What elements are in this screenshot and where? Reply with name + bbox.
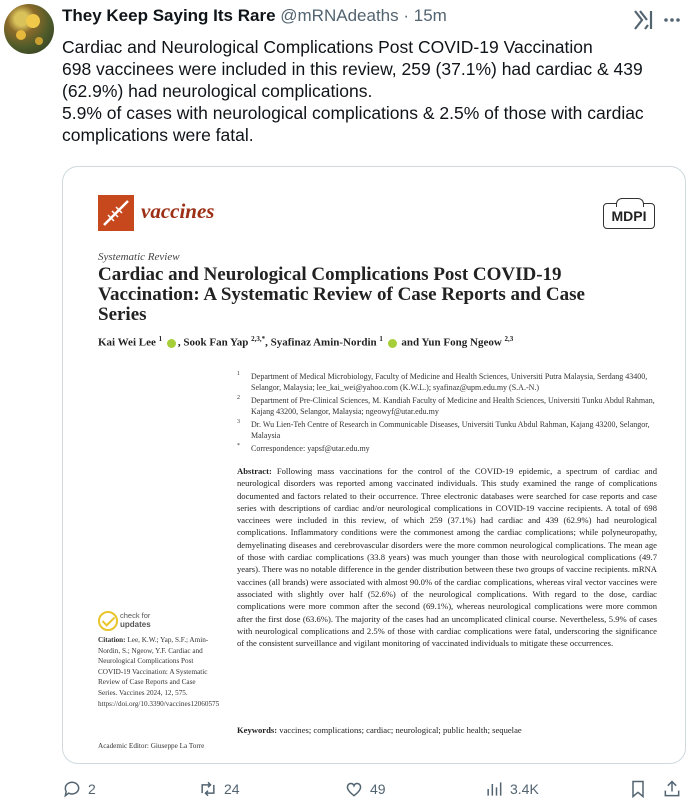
author-and: and xyxy=(398,336,422,349)
affiliation-text: Department of Medical Microbiology, Faculty of Medicine and Health Sciences, Universiti Putra Malaysia, Serdang 43400, Selangor, Malaysia; lee_kai_wei@yahoo.com (K.W.L.); syafinaz@upm.edu.my (S.A.-N.) xyxy=(251,372,648,392)
affiliation xyxy=(237,395,657,417)
tweet-line: Cardiac and Neurological Complications Post COVID-19 Vaccination xyxy=(62,37,593,57)
avatar[interactable] xyxy=(4,4,54,54)
like-count: 49 xyxy=(370,781,386,797)
author-affil: 2,3,* xyxy=(251,335,266,343)
like-button[interactable] xyxy=(344,778,386,800)
share-icon xyxy=(662,779,682,799)
authors xyxy=(98,335,658,349)
affiliation xyxy=(237,371,657,393)
paper-title: Cardiac and Neurological Complications Post COVID-19 Vaccination: A Systematic Review of Case Reports and Case Series xyxy=(98,264,585,325)
reply-icon xyxy=(62,779,82,799)
more-options-icon[interactable] xyxy=(662,10,682,30)
author-name: Sook Fan Yap xyxy=(183,336,249,349)
check-icon xyxy=(98,611,118,631)
academic-editor: Academic Editor: Giuseppe La Torre xyxy=(98,742,205,750)
author-name: Syafinaz Amin-Nordin xyxy=(270,336,377,349)
check-line2: updates xyxy=(120,620,151,629)
check-line1: check for xyxy=(120,611,151,620)
orcid-icon xyxy=(167,339,176,348)
paper-image xyxy=(63,167,685,763)
author-separator: , xyxy=(177,336,184,349)
reply-count: 2 xyxy=(88,781,96,797)
journal-logo xyxy=(98,195,134,231)
journal-name: vaccines xyxy=(141,199,215,223)
affiliation-text: Correspondence: yapsf@utar.edu.my xyxy=(251,444,370,453)
citation-label: Citation: xyxy=(98,636,126,644)
affiliation xyxy=(237,443,657,454)
repost-count: 24 xyxy=(224,781,240,797)
author-affil: 1 xyxy=(379,335,383,343)
views-count: 3.4K xyxy=(510,781,539,797)
separator-dot: · xyxy=(403,6,410,25)
abstract-text: Following mass vaccinations for the control of the COVID-19 epidemic, a spectrum of cardiac and neurological disorders was reported among vaccinated individuals. This study examined the range of complications documented and factors related to their occurrence. Three electronic databases were searched for case reports and case series with descriptions of cardiac and/or neurological complications in COVID-19 vaccine recipients. A total of 698 vaccinees were included in this review, of which 259 (37.1%) had cardiac and 439 (62.9%) had neurological complications. Inflammatory conditions were the commonest among the cardiac complications; while polyneuropathy, demyelinating diseases and cerebrovascular disorders were the more common neurological complications. The mean age of those with cardiac complications (33.8 years) was much younger than those with neurological complications (49.7 years). There was no notable difference in the gender distribution between these two groups of vaccine recipients. mRNA vaccines (all brands) were associated with almost 90.0% of the cardiac complications, whereas viral vector vaccines were associated with slightly over half (52.6%) of the neurological complications. With regard to the dose, cardiac complications were more common after the second (69.1%), whereas neurological complications were more common after the first dose (63.6%). The majority of the cases had an uncomplicated clinical course. Nevertheless, 5.9% of cases with neurological complications and 2.5% of those with cardiac complications were fatal, underscoring the significance of the consistent surveillance and vigilant monitoring of vaccinated individuals to mitigate these occurrences. xyxy=(237,466,657,649)
affiliation-number: 2 xyxy=(237,395,240,401)
author-separator: , xyxy=(265,336,271,349)
media-card[interactable] xyxy=(62,166,686,764)
citation xyxy=(98,635,220,709)
share-button[interactable] xyxy=(662,778,682,800)
affiliation-number: 1 xyxy=(237,371,240,377)
keywords-label: Keywords: xyxy=(237,725,278,735)
author-name: Kai Wei Lee xyxy=(98,336,156,349)
affiliation-number: * xyxy=(237,443,240,449)
affiliation xyxy=(237,419,657,441)
heart-icon xyxy=(344,779,364,799)
affiliation-number: 3 xyxy=(237,419,240,425)
author-affil: 2,3 xyxy=(504,335,514,343)
author-name: Yun Fong Ngeow xyxy=(421,336,502,349)
abstract-label: Abstract: xyxy=(237,466,272,476)
grok-icon[interactable] xyxy=(632,8,656,32)
repost-button[interactable] xyxy=(198,778,240,800)
bookmark-button[interactable] xyxy=(628,778,648,800)
publisher-logo: MDPI xyxy=(603,203,655,229)
abstract xyxy=(237,465,657,649)
handle[interactable]: @mRNAdeaths xyxy=(280,6,399,25)
keywords xyxy=(237,725,657,735)
syringe-icon xyxy=(98,195,134,231)
keywords-text: vaccines; complications; cardiac; neurological; public health; sequelae xyxy=(279,725,522,735)
display-name[interactable]: They Keep Saying Its Rare xyxy=(62,6,276,25)
tweet-text xyxy=(62,36,682,146)
views-icon xyxy=(484,779,504,799)
orcid-icon xyxy=(388,339,397,348)
views-button[interactable] xyxy=(484,778,539,800)
tweet-line: 5.9% of cases with neurological complications & 2.5% of those with cardiac complications were fatal. xyxy=(62,103,644,145)
author-affil: 1 xyxy=(158,335,163,343)
affiliation-text: Dr. Wu Lien-Teh Centre of Research in Communicable Diseases, Universiti Tunku Abdul Rahman, Kajang 43200, Selangor, Malaysia xyxy=(251,420,650,440)
timestamp[interactable]: 15m xyxy=(413,6,447,25)
citation-text: Lee, K.W.; Yap, S.F.; Amin-Nordin, S.; Ngeow, Y.F. Cardiac and Neurological Complications Post COVID-19 Vaccination: A Systematic Review of Case Reports and Case Series. Vaccines 2024, 12, 575. https://doi.org/10.3390/vaccines12060575 xyxy=(98,636,220,708)
tweet-line: 698 vaccinees were included in this review, 259 (37.1%) had cardiac & 439 (62.9%) had neurological complications. xyxy=(62,59,643,101)
action-bar xyxy=(62,778,682,800)
repost-icon xyxy=(198,779,218,799)
reply-button[interactable] xyxy=(62,778,96,800)
bookmark-icon xyxy=(628,779,648,799)
affiliations xyxy=(237,371,657,456)
tweet-header xyxy=(62,6,447,26)
article-type: Systematic Review xyxy=(98,251,180,263)
affiliation-text: Department of Pre-Clinical Sciences, M. Kandiah Faculty of Medicine and Health Sciences, Universiti Tunku Abdul Rahman, Kajang 43200, Selangor, Malaysia; ngeowyf@utar.edu.my xyxy=(251,396,655,416)
